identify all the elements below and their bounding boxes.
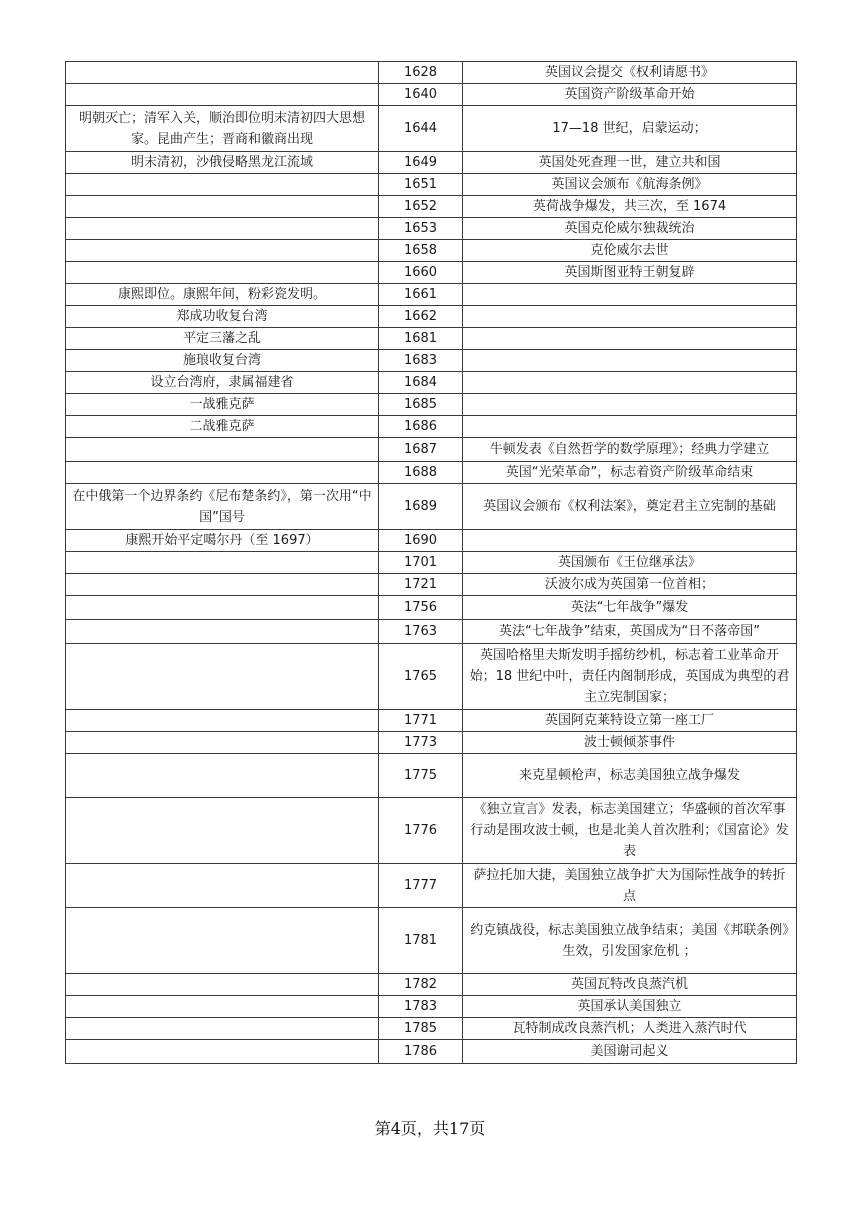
year-cell: 1786	[379, 1040, 463, 1064]
year-cell: 1782	[379, 974, 463, 996]
year-cell: 1685	[379, 394, 463, 416]
table-row	[66, 394, 797, 416]
year-cell: 1652	[379, 196, 463, 218]
year-cell: 1662	[379, 306, 463, 328]
table-row	[66, 350, 797, 372]
table-row	[66, 974, 797, 996]
cn-event-cell: 郑成功收复台湾	[66, 306, 379, 328]
world-event-cell	[463, 306, 797, 328]
table-row	[66, 174, 797, 196]
world-event-cell: 约克镇战役，标志美国独立战争结束；美国《邦联条例》生效，引发国家危机 ；	[463, 908, 797, 974]
world-event-cell: 英国资产阶级革命开始	[463, 84, 797, 106]
world-event-cell: 英国议会颁布《航海条例》	[463, 174, 797, 196]
table-row	[66, 196, 797, 218]
page-footer: 第4页，共17页	[374, 1119, 486, 1138]
table-row	[66, 416, 797, 438]
year-cell: 1651	[379, 174, 463, 196]
table-row	[66, 908, 797, 974]
table-row	[66, 620, 797, 644]
table-row	[66, 596, 797, 620]
table-row	[66, 798, 797, 864]
table-row	[66, 84, 797, 106]
table-row	[66, 552, 797, 574]
cn-event-cell	[66, 864, 379, 908]
cn-event-cell	[66, 798, 379, 864]
world-event-cell	[463, 394, 797, 416]
world-event-cell: 英国阿克莱特设立第一座工厂	[463, 710, 797, 732]
world-event-cell	[463, 328, 797, 350]
year-cell: 1684	[379, 372, 463, 394]
table-row	[66, 152, 797, 174]
cn-event-cell	[66, 710, 379, 732]
timeline-rows	[66, 62, 797, 1064]
world-event-cell: 英法“七年战争”结束，英国成为“日不落帝国”	[463, 620, 797, 644]
cn-event-cell: 平定三藩之乱	[66, 328, 379, 350]
cn-event-cell	[66, 596, 379, 620]
world-event-cell: 英国瓦特改良蒸汽机	[463, 974, 797, 996]
year-cell: 1658	[379, 240, 463, 262]
year-cell: 1781	[379, 908, 463, 974]
timeline-table	[65, 61, 797, 1064]
year-cell: 1649	[379, 152, 463, 174]
year-cell: 1688	[379, 462, 463, 484]
table-row	[66, 574, 797, 596]
year-cell: 1771	[379, 710, 463, 732]
year-cell: 1653	[379, 218, 463, 240]
table-row	[66, 732, 797, 754]
cn-event-cell	[66, 62, 379, 84]
year-cell: 1765	[379, 644, 463, 710]
year-cell: 1683	[379, 350, 463, 372]
year-cell: 1773	[379, 732, 463, 754]
year-cell: 1686	[379, 416, 463, 438]
cn-event-cell	[66, 84, 379, 106]
year-cell: 1763	[379, 620, 463, 644]
world-event-cell: 英国斯图亚特王朝复辟	[463, 262, 797, 284]
table-row	[66, 328, 797, 350]
world-event-cell: 英国承认美国独立	[463, 996, 797, 1018]
cn-event-cell	[66, 908, 379, 974]
world-event-cell: 英国处死查理一世，建立共和国	[463, 152, 797, 174]
year-cell: 1690	[379, 530, 463, 552]
table-row	[66, 438, 797, 462]
cn-event-cell: 明朝灭亡；清军入关，顺治即位明末清初四大思想家。昆曲产生；晋商和徽商出现	[66, 106, 379, 152]
cn-event-cell	[66, 262, 379, 284]
cn-event-cell: 康熙即位。康熙年间，粉彩瓷发明。	[66, 284, 379, 306]
cn-event-cell: 明末清初，沙俄侵略黑龙江流域	[66, 152, 379, 174]
cn-event-cell	[66, 552, 379, 574]
world-event-cell: 美国谢司起义	[463, 1040, 797, 1064]
world-event-cell: 《独立宣言》发表，标志美国建立；华盛顿的首次军事行动是围攻波士顿，也是北美人首次胜利；《国富论》发表	[463, 798, 797, 864]
cn-event-cell	[66, 438, 379, 462]
year-cell: 1777	[379, 864, 463, 908]
cn-event-cell	[66, 754, 379, 798]
cn-event-cell	[66, 1018, 379, 1040]
year-cell: 1628	[379, 62, 463, 84]
cn-event-cell	[66, 996, 379, 1018]
table-row	[66, 262, 797, 284]
table-row	[66, 62, 797, 84]
cn-event-cell	[66, 974, 379, 996]
cn-event-cell: 设立台湾府，隶属福建省	[66, 372, 379, 394]
cn-event-cell	[66, 462, 379, 484]
year-cell: 1661	[379, 284, 463, 306]
world-event-cell: 瓦特制成改良蒸汽机；人类进入蒸汽时代	[463, 1018, 797, 1040]
table-row	[66, 484, 797, 530]
world-event-cell: 英国颁布《王位继承法》	[463, 552, 797, 574]
cn-event-cell	[66, 196, 379, 218]
table-row	[66, 1018, 797, 1040]
table-row	[66, 240, 797, 262]
cn-event-cell: 二战雅克萨	[66, 416, 379, 438]
world-event-cell: 萨拉托加大捷，美国独立战争扩大为国际性战争的转折点	[463, 864, 797, 908]
year-cell: 1644	[379, 106, 463, 152]
cn-event-cell: 一战雅克萨	[66, 394, 379, 416]
table-row	[66, 644, 797, 710]
table-row	[66, 754, 797, 798]
year-cell: 1660	[379, 262, 463, 284]
world-event-cell	[463, 372, 797, 394]
year-cell: 1756	[379, 596, 463, 620]
table-row	[66, 996, 797, 1018]
year-cell: 1785	[379, 1018, 463, 1040]
cn-event-cell	[66, 174, 379, 196]
cn-event-cell	[66, 574, 379, 596]
table-row	[66, 106, 797, 152]
table-row	[66, 462, 797, 484]
table-row	[66, 284, 797, 306]
world-event-cell: 英荷战争爆发，共三次，至 1674	[463, 196, 797, 218]
cn-event-cell	[66, 644, 379, 710]
world-event-cell: 英法“七年战争”爆发	[463, 596, 797, 620]
year-cell: 1701	[379, 552, 463, 574]
cn-event-cell: 康熙开始平定噶尔丹（至 1697）	[66, 530, 379, 552]
world-event-cell: 英国“光荣革命”，标志着资产阶级革命结束	[463, 462, 797, 484]
table-row	[66, 1040, 797, 1064]
year-cell: 1687	[379, 438, 463, 462]
year-cell: 1681	[379, 328, 463, 350]
world-event-cell: 克伦威尔去世	[463, 240, 797, 262]
cn-event-cell	[66, 240, 379, 262]
world-event-cell: 英国议会提交《权利请愿书》	[463, 62, 797, 84]
world-event-cell	[463, 416, 797, 438]
world-event-cell: 英国议会颁布《权利法案》，奠定君主立宪制的基础	[463, 484, 797, 530]
year-cell: 1783	[379, 996, 463, 1018]
world-event-cell: 来克星顿枪声，标志美国独立战争爆发	[463, 754, 797, 798]
world-event-cell	[463, 284, 797, 306]
world-event-cell: 波士顿倾茶事件	[463, 732, 797, 754]
table-row	[66, 306, 797, 328]
cn-event-cell	[66, 1040, 379, 1064]
cn-event-cell	[66, 620, 379, 644]
cn-event-cell	[66, 218, 379, 240]
world-event-cell	[463, 530, 797, 552]
world-event-cell	[463, 350, 797, 372]
world-event-cell: 英国克伦威尔独裁统治	[463, 218, 797, 240]
table-row	[66, 530, 797, 552]
table-row	[66, 864, 797, 908]
year-cell: 1775	[379, 754, 463, 798]
world-event-cell: 17—18 世纪，启蒙运动；	[463, 106, 797, 152]
year-cell: 1640	[379, 84, 463, 106]
cn-event-cell: 施琅收复台湾	[66, 350, 379, 372]
year-cell: 1776	[379, 798, 463, 864]
year-cell: 1721	[379, 574, 463, 596]
table-row	[66, 218, 797, 240]
world-event-cell: 沃波尔成为英国第一位首相；	[463, 574, 797, 596]
cn-event-cell	[66, 732, 379, 754]
table-row	[66, 710, 797, 732]
year-cell: 1689	[379, 484, 463, 530]
table-row	[66, 372, 797, 394]
world-event-cell: 牛顿发表《自然哲学的数学原理》；经典力学建立	[463, 438, 797, 462]
world-event-cell: 英国哈格里夫斯发明手摇纺纱机，标志着工业革命开始；18 世纪中叶，责任内阁制形成，英国成为典型的君主立宪制国家；	[463, 644, 797, 710]
cn-event-cell: 在中俄第一个边界条约《尼布楚条约》，第一次用“中国”国号	[66, 484, 379, 530]
